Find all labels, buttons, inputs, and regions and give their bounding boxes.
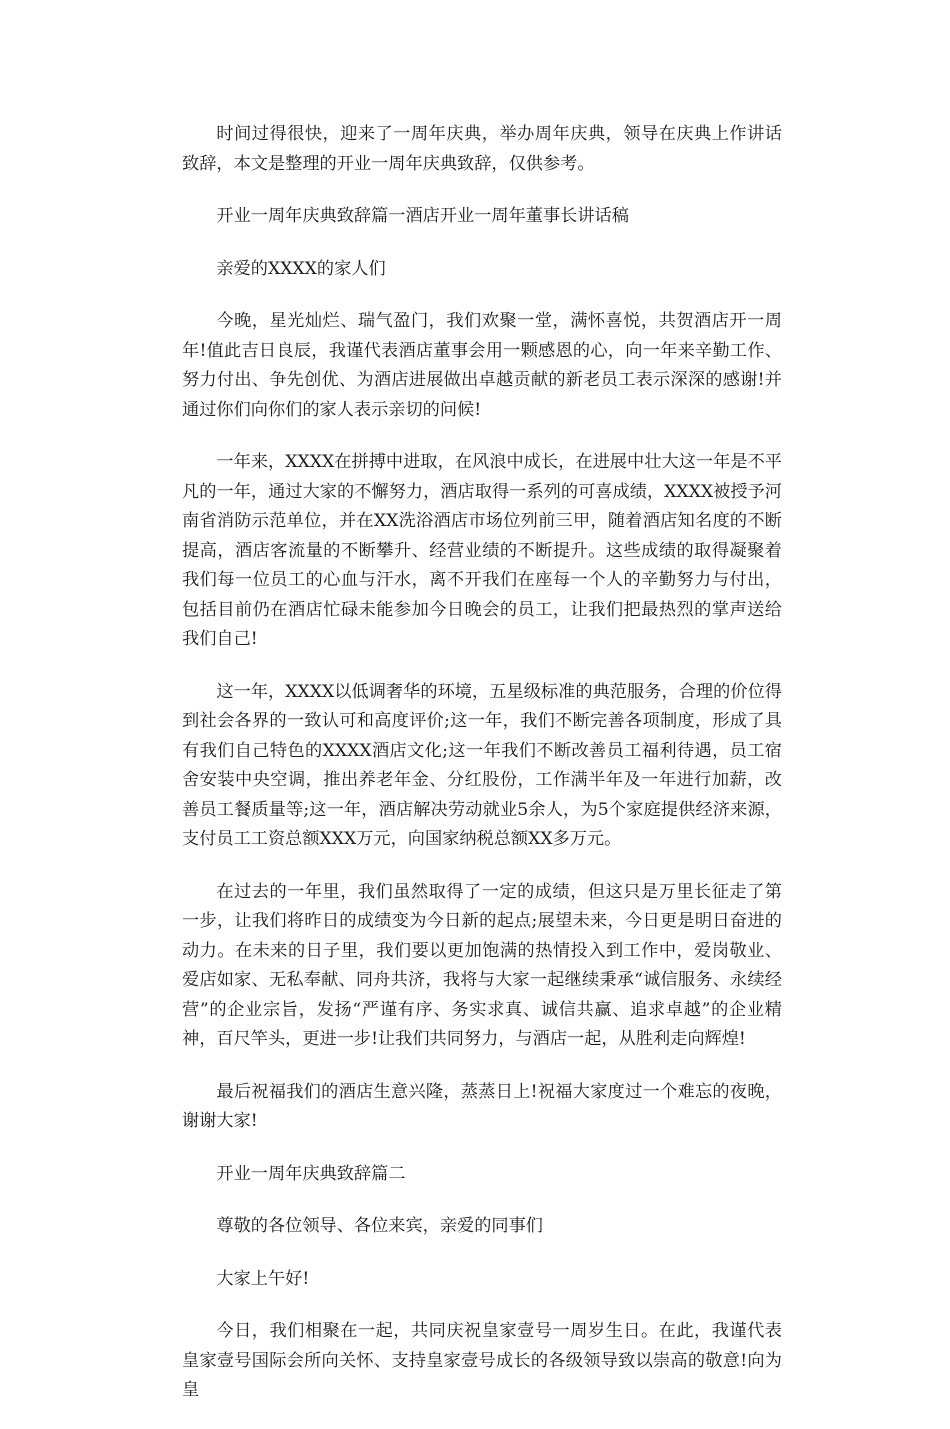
greeting: 大家上午好! — [216, 1268, 310, 1289]
section-heading-2: 开业一周年庆典致辞篇二 — [216, 1163, 406, 1184]
body-paragraph: 今晚，星光灿烂、瑞气盈门，我们欢聚一堂，满怀喜悦，共贺酒店开一周年!值此吉日良辰，我谨代表酒店董事会用一颗感恩的心，向一年来辛勤工作、努力付出、争先创优、为酒店进展做出卓越贡献的新老员工表示深深的感谢!并通过你们向你们的家人表示亲切的问候! — [182, 311, 782, 420]
body-paragraph: 今日，我们相聚在一起，共同庆祝皇家壹号一周岁生日。在此，我谨代表皇家壹号国际会所向关怀、支持皇家壹号成长的各级领导致以崇高的敬意!向为皇 — [182, 1321, 782, 1400]
intro-paragraph: 时间过得很快，迎来了一周年庆典，举办周年庆典，领导在庆典上作讲话致辞，本文是整理的开业一周年庆典致辞，仅供参考。 — [182, 124, 782, 174]
salutation-2: 尊敬的各位领导、各位来宾，亲爱的同事们 — [216, 1216, 543, 1236]
body-paragraph: 一年来，XXXX在拼搏中进取，在风浪中成长，在进展中壮大这一年是不平凡的一年，通过大家的不懈努力，酒店取得一系列的可喜成绩，XXXX被授予河南省消防示范单位，并在XX洗浴酒店市场位列前三甲，随着酒店知名度的不断提高，酒店客流量的不断攀升、经营业绩的不断提升。这些成绩的取得凝聚着我们每一位员工的心血与汗水，离不开我们在座每一个人的辛勤努力与付出，包括目前仍在酒店忙碌未能参加今日晚会的员工，让我们把最热烈的掌声送给我们自己! — [182, 452, 782, 649]
body-paragraph: 这一年，XXXX以低调奢华的环境，五星级标准的典范服务，合理的价位得到社会各界的一致认可和高度评价;这一年，我们不断完善各项制度，形成了具有我们自己特色的XXXX酒店文化;这一年我们不断改善员工福利待遇，员工宿舍安装中央空调，推出养老年金、分红股份，工作满半年及一年进行加薪，改善员工餐质量等;这一年，酒店解决劳动就业5余人，为5个家庭提供经济来源，支付员工工资总额XXX万元，向国家纳税总额XX多万元。 — [182, 681, 782, 849]
document-page — [182, 120, 782, 1429]
body-paragraph: 在过去的一年里，我们虽然取得了一定的成绩，但这只是万里长征走了第一步，让我们将昨日的成绩变为今日新的起点;展望未来，今日更是明日奋进的动力。在未来的日子里，我们要以更加饱满的热情投入到工作中，爱岗敬业、爱店如家、无私奉献、同舟共济，我将与大家一起继续秉承“诚信服务、永续经营”的企业宗旨，发扬“严谨有序、务实求真、诚信共赢、追求卓越”的企业精神，百尺竿头，更进一步!让我们共同努力，与酒店一起，从胜利走向辉煌! — [182, 881, 782, 1049]
closing-paragraph: 最后祝福我们的酒店生意兴隆，蒸蒸日上!祝福大家度过一个难忘的夜晚，谢谢大家! — [182, 1081, 782, 1131]
section-heading-1: 开业一周年庆典致辞篇一酒店开业一周年董事长讲话稿 — [216, 206, 629, 226]
salutation-1: 亲爱的XXXX的家人们 — [216, 258, 386, 279]
